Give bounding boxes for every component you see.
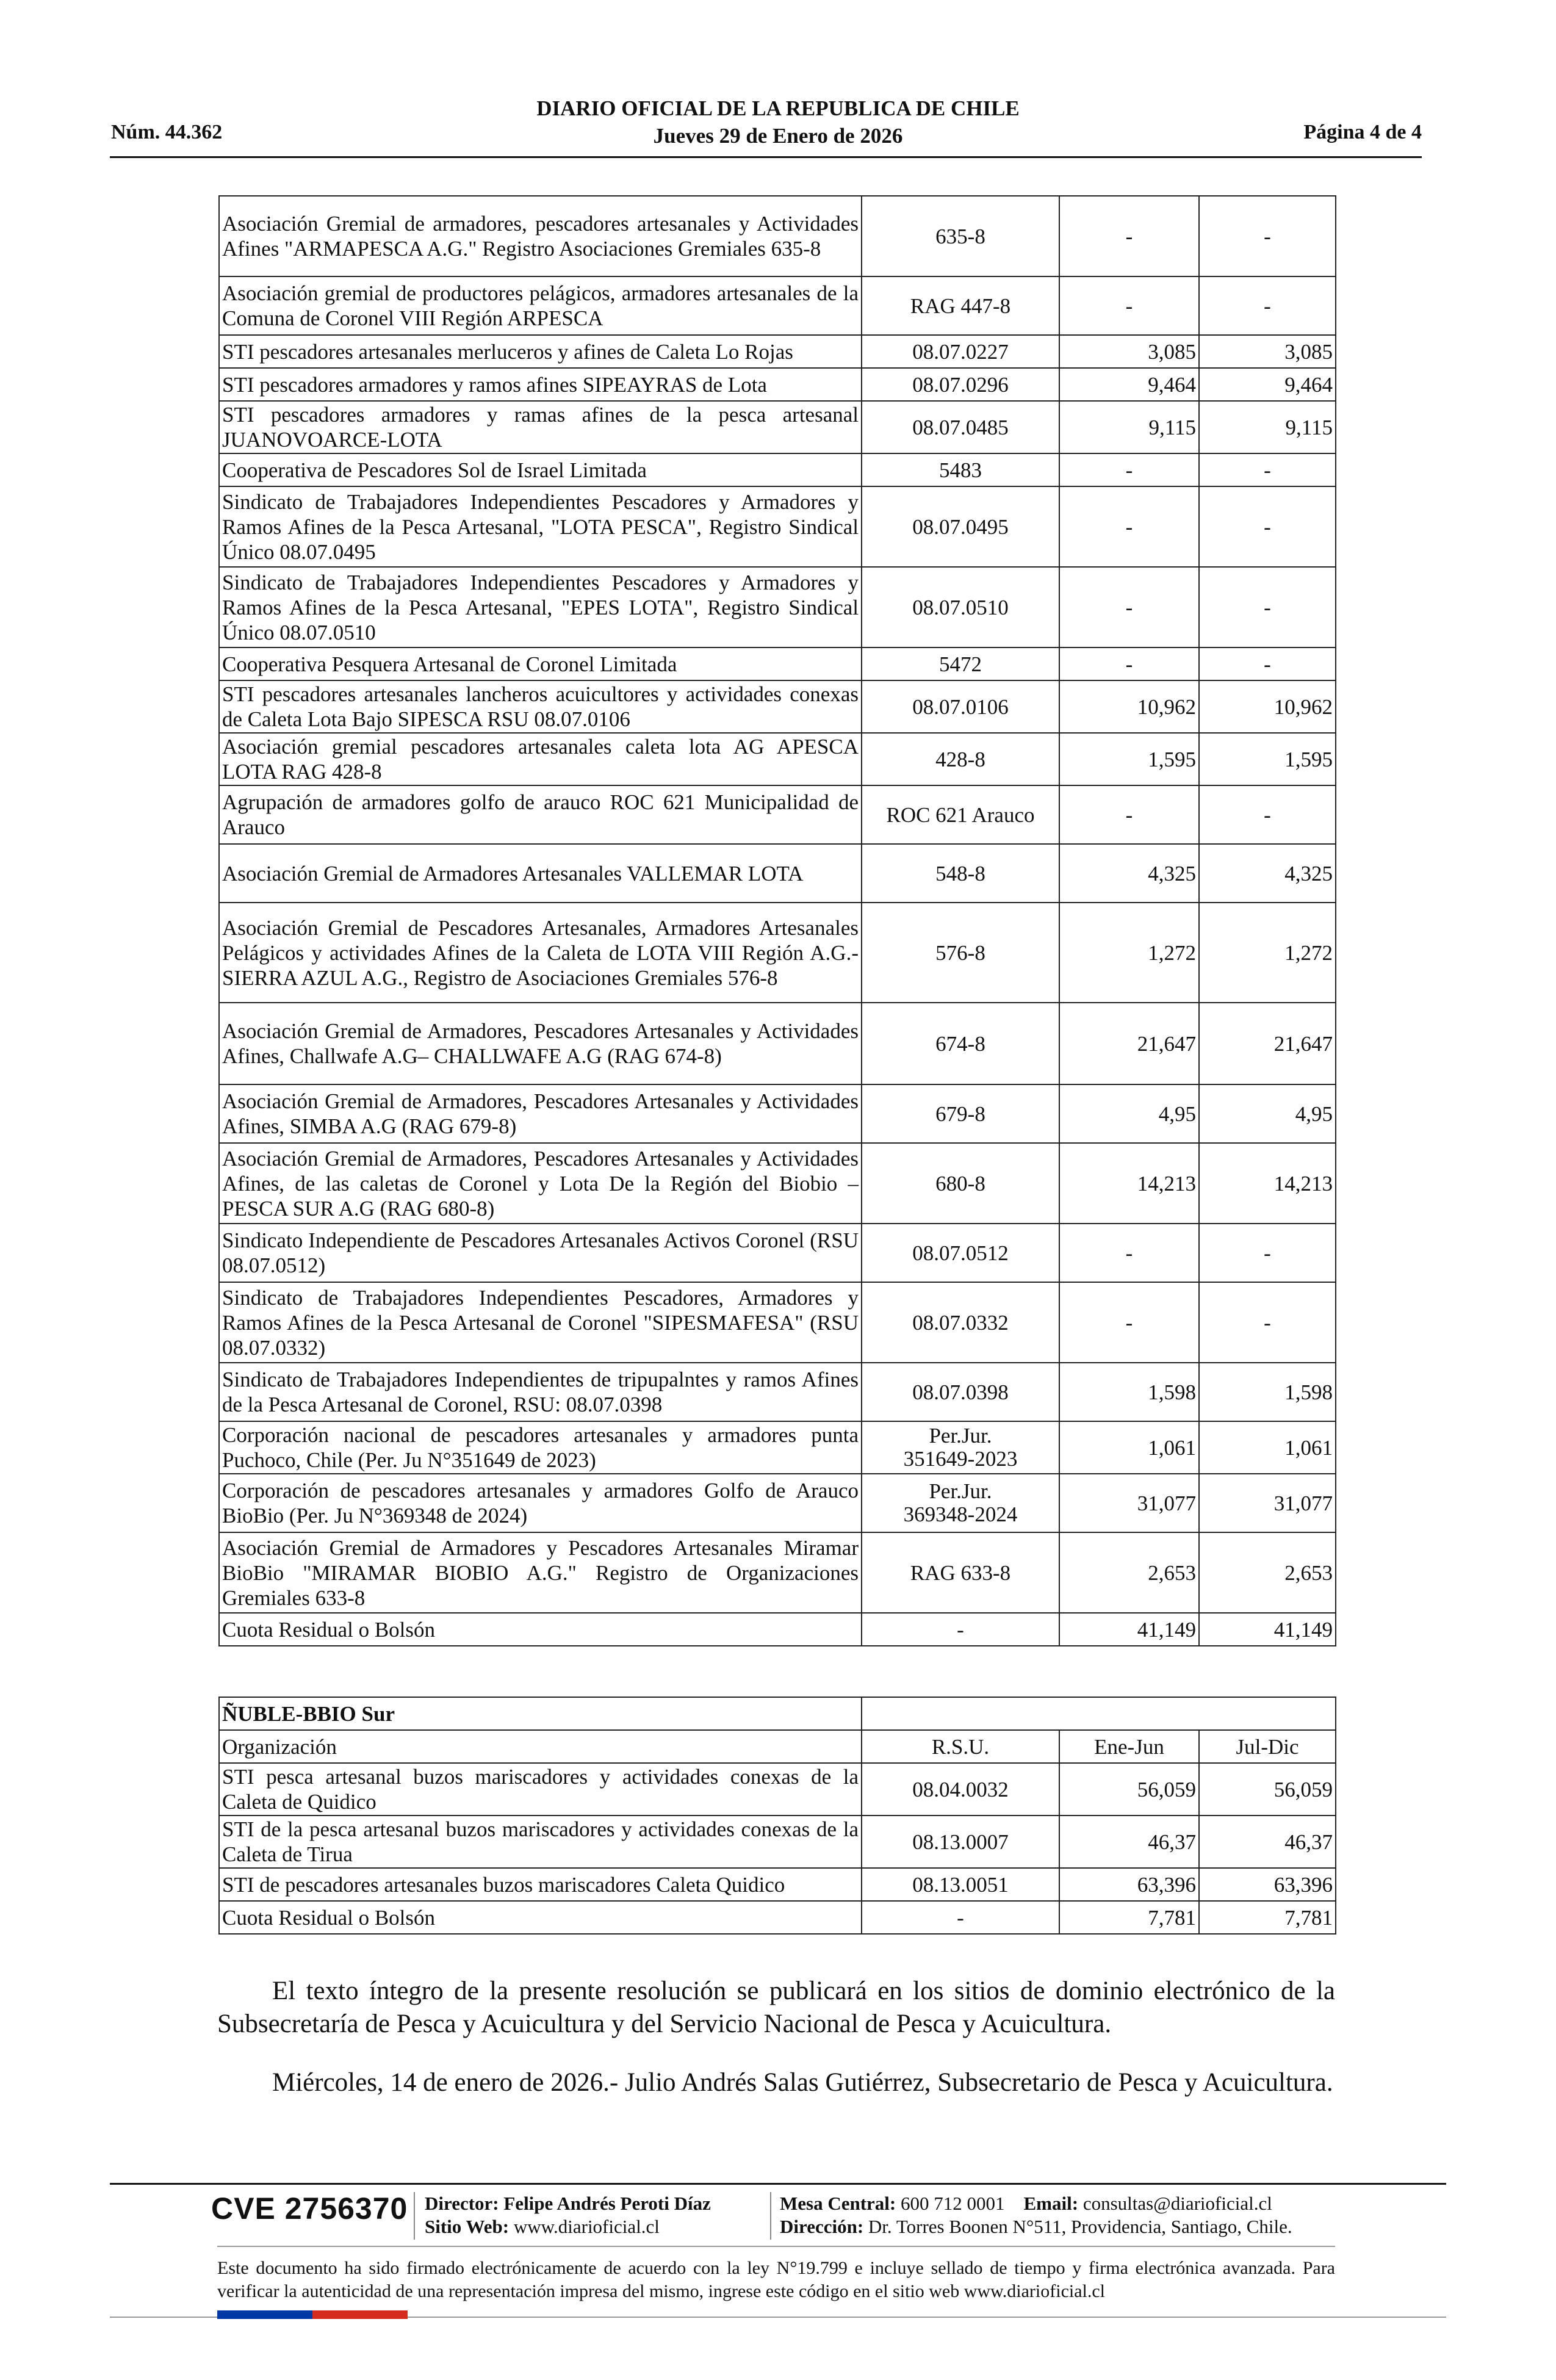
organization-cell: Sindicato Independiente de Pescadores Artesanales Activos Coronel (RSU 08.07.0512) (219, 1224, 862, 1282)
ene-jun-cell: 7,781 (1059, 1901, 1199, 1934)
jul-dic-cell: - (1199, 276, 1336, 335)
quota-table-biobio (218, 195, 1336, 1646)
section-title-row (219, 1697, 1336, 1730)
ene-jun-cell: 41,149 (1059, 1613, 1199, 1646)
ene-jun-cell: 4,325 (1059, 844, 1199, 903)
jul-dic-cell: 9,115 (1199, 401, 1336, 453)
website-link[interactable]: www.diarioficial.cl (513, 2216, 660, 2237)
ene-jun-cell: 1,061 (1059, 1421, 1199, 1474)
publication-date: Jueves 29 de Enero de 2026 (653, 124, 903, 148)
flag-stripe-blue (217, 2310, 312, 2319)
rsu-cell: 08.07.0398 (862, 1363, 1059, 1421)
table-row (219, 335, 1336, 368)
table-row (219, 453, 1336, 486)
rsu-line: 369348-2024 (903, 1502, 1018, 1526)
quota-table-body (219, 1763, 1336, 1934)
footer-director-block (425, 2192, 711, 2238)
quota-table-nuble-biobio-sur (218, 1697, 1336, 1935)
ene-jun-cell: 21,647 (1059, 1003, 1199, 1084)
ene-jun-cell: 3,085 (1059, 335, 1199, 368)
footer-separator (414, 2192, 415, 2240)
table-row (219, 1613, 1336, 1646)
organization-cell: Corporación de pescadores artesanales y armadores Golfo de Arauco BioBio (Per. Ju N°369348 de 2024) (219, 1474, 862, 1532)
jul-dic-cell: 1,272 (1199, 903, 1336, 1003)
jul-dic-cell: 31,077 (1199, 1474, 1336, 1532)
jul-dic-cell: 9,464 (1199, 368, 1336, 401)
rsu-cell: 548-8 (862, 844, 1059, 903)
table-row (219, 733, 1336, 785)
jul-dic-cell: - (1199, 196, 1336, 276)
ene-jun-cell: 2,653 (1059, 1532, 1199, 1613)
jul-dic-cell: - (1199, 567, 1336, 647)
rsu-cell: - (862, 1901, 1059, 1934)
header-organizacion: Organización (219, 1730, 862, 1763)
table-row (219, 276, 1336, 335)
footer-separator (770, 2192, 771, 2240)
organization-cell: Sindicato de Trabajadores Independientes Pescadores y Armadores y Ramos Afines de la Pesca Artesanal, "EPES LOTA", Registro Sindical Único 08.07.0510 (219, 567, 862, 647)
jul-dic-cell: - (1199, 785, 1336, 844)
organization-cell: Sindicato de Trabajadores Independientes Pescadores y Armadores y Ramos Afines de la Pesca Artesanal, "LOTA PESCA", Registro Sindical Único 08.07.0495 (219, 486, 862, 567)
ene-jun-cell: - (1059, 567, 1199, 647)
footer-contact-block (780, 2192, 1292, 2238)
rsu-cell: 08.04.0032 (862, 1763, 1059, 1816)
table-row (219, 401, 1336, 453)
rsu-cell: 08.07.0512 (862, 1224, 1059, 1282)
jul-dic-cell: 2,653 (1199, 1532, 1336, 1613)
table-row (219, 647, 1336, 680)
ene-jun-cell: 4,95 (1059, 1084, 1199, 1143)
jul-dic-cell: - (1199, 1224, 1336, 1282)
ene-jun-cell: - (1059, 1224, 1199, 1282)
organization-cell: STI pescadores artesanales merluceros y afines de Caleta Lo Rojas (219, 335, 862, 368)
jul-dic-cell: 1,598 (1199, 1363, 1336, 1421)
ene-jun-cell: 9,115 (1059, 401, 1199, 453)
rsu-cell: 576-8 (862, 903, 1059, 1003)
rsu-line: Per.Jur. (929, 1479, 992, 1503)
jul-dic-cell: 10,962 (1199, 680, 1336, 733)
ene-jun-cell: 9,464 (1059, 368, 1199, 401)
rsu-cell: RAG 447-8 (862, 276, 1059, 335)
rsu-line: Per.Jur. (929, 1424, 992, 1448)
ene-jun-cell: - (1059, 1282, 1199, 1363)
rsu-cell: 5472 (862, 647, 1059, 680)
organization-cell: Cuota Residual o Bolsón (219, 1613, 862, 1646)
organization-cell: Cooperativa de Pescadores Sol de Israel Limitada (219, 453, 862, 486)
rsu-cell: 08.07.0332 (862, 1282, 1059, 1363)
organization-cell: Asociación Gremial de Armadores y Pescadores Artesanales Miramar BioBio "MIRAMAR BIOBIO A.G." Registro de Organizaciones Gremiales 633-8 (219, 1532, 862, 1613)
rsu-cell: 680-8 (862, 1143, 1059, 1224)
rsu-cell (862, 1474, 1059, 1532)
table-row (219, 1084, 1336, 1143)
organization-cell: STI de la pesca artesanal buzos mariscadores y actividades conexas de la Caleta de Tirua (219, 1816, 862, 1868)
ene-jun-cell: 14,213 (1059, 1143, 1199, 1224)
table-row (219, 1363, 1336, 1421)
table-row (219, 903, 1336, 1003)
mesa-phone: 600 712 0001 (901, 2193, 1005, 2214)
ene-jun-cell: 46,37 (1059, 1816, 1199, 1868)
rsu-cell: 08.07.0485 (862, 401, 1059, 453)
address-label: Dirección: (780, 2216, 864, 2237)
table-row (219, 368, 1336, 401)
ene-jun-cell: - (1059, 276, 1199, 335)
ene-jun-cell: - (1059, 647, 1199, 680)
jul-dic-cell: 21,647 (1199, 1003, 1336, 1084)
signature-line: Miércoles, 14 de enero de 2026.- Julio Andrés Salas Gutiérrez, Subsecretario de Pesca y Acuicultura. (272, 2068, 1333, 2097)
jul-dic-cell: 1,595 (1199, 733, 1336, 785)
footer-divider (110, 2183, 1446, 2185)
table-row (219, 1763, 1336, 1816)
rsu-cell: RAG 633-8 (862, 1532, 1059, 1613)
rsu-cell: 08.07.0106 (862, 680, 1059, 733)
rsu-cell: ROC 621 Arauco (862, 785, 1059, 844)
organization-cell: STI pescadores artesanales lancheros acuicultores y actividades conexas de Caleta Lota Bajo SIPESCA RSU 08.07.0106 (219, 680, 862, 733)
table-row (219, 1868, 1336, 1901)
ene-jun-cell: 10,962 (1059, 680, 1199, 733)
jul-dic-cell: - (1199, 486, 1336, 567)
organization-cell: Cooperativa Pesquera Artesanal de Coronel Limitada (219, 647, 862, 680)
table-row (219, 1901, 1336, 1934)
ene-jun-cell: 1,272 (1059, 903, 1199, 1003)
jul-dic-cell: 41,149 (1199, 1613, 1336, 1646)
header-rsu: R.S.U. (862, 1730, 1059, 1763)
header-jul-dic: Jul-Dic (1199, 1730, 1336, 1763)
jul-dic-cell: 14,213 (1199, 1143, 1336, 1224)
director-name: Felipe Andrés Peroti Díaz (503, 2193, 711, 2214)
ene-jun-cell: 1,595 (1059, 733, 1199, 785)
ene-jun-cell: 31,077 (1059, 1474, 1199, 1532)
organization-cell: Asociación Gremial de Pescadores Artesanales, Armadores Artesanales Pelágicos y actividades Afines de la Caleta de LOTA VIII Región A.G.-SIERRA AZUL A.G., Registro de Asociaciones Gremiales 576-8 (219, 903, 862, 1003)
table-row (219, 785, 1336, 844)
table-row (219, 1421, 1336, 1474)
table-row (219, 486, 1336, 567)
rsu-cell: 08.07.0227 (862, 335, 1059, 368)
organization-cell: Asociación Gremial de Armadores, Pescadores Artesanales y Actividades Afines, de las caletas de Coronel y Lota De la Región del Biobio – PESCA SUR A.G (RAG 680-8) (219, 1143, 862, 1224)
ene-jun-cell: 1,598 (1059, 1363, 1199, 1421)
organization-cell: Asociación Gremial de armadores, pescadores artesanales y Actividades Afines "ARMAPESCA A.G." Registro Asociaciones Gremiales 635-8 (219, 196, 862, 276)
table-row (219, 1003, 1336, 1084)
legal-notice: Este documento ha sido firmado electrónicamente de acuerdo con la ley N°19.799 e incluye sellado de tiempo y firma electrónica avanzada. Para verificar la autenticidad de una representación impresa del mismo, ingrese este código en el sitio web www.diarioficial.cl (217, 2258, 1335, 2301)
quota-table-body (219, 196, 1336, 1646)
section-title-empty-cell (862, 1697, 1336, 1730)
rsu-line: 351649-2023 (903, 1447, 1018, 1471)
table-row (219, 1224, 1336, 1282)
table-row (219, 1532, 1336, 1613)
organization-cell: Cuota Residual o Bolsón (219, 1901, 862, 1934)
website-label: Sitio Web: (425, 2216, 510, 2237)
rsu-cell: 08.07.0510 (862, 567, 1059, 647)
jul-dic-cell: 56,059 (1199, 1763, 1336, 1816)
rsu-cell: 679-8 (862, 1084, 1059, 1143)
rsu-cell: 08.13.0007 (862, 1816, 1059, 1868)
rsu-cell: 08.07.0296 (862, 368, 1059, 401)
publication-notice: El texto íntegro de la presente resolución se publicará en los sitios de dominio electrónico de la Subsecretaría de Pesca y Acuicultura y del Servicio Nacional de Pesca y Acuicultura. (217, 1977, 1335, 2038)
ene-jun-cell: 63,396 (1059, 1868, 1199, 1901)
footer-thin-divider (217, 2246, 1335, 2247)
rsu-cell: 635-8 (862, 196, 1059, 276)
table-row (219, 196, 1336, 276)
header-ene-jun: Ene-Jun (1059, 1730, 1199, 1763)
ene-jun-cell: - (1059, 785, 1199, 844)
ene-jun-cell: - (1059, 486, 1199, 567)
organization-cell: Asociación Gremial de Armadores Artesanales VALLEMAR LOTA (219, 844, 862, 903)
ene-jun-cell: - (1059, 453, 1199, 486)
jul-dic-cell: 4,95 (1199, 1084, 1336, 1143)
rsu-cell: 08.07.0495 (862, 486, 1059, 567)
rsu-cell: 5483 (862, 453, 1059, 486)
email-link[interactable]: consultas@diarioficial.cl (1082, 2193, 1272, 2214)
jul-dic-cell: - (1199, 647, 1336, 680)
organization-cell: Asociación Gremial de Armadores, Pescadores Artesanales y Actividades Afines, Challwafe A.G– CHALLWAFE A.G (RAG 674-8) (219, 1003, 862, 1084)
organization-cell: Asociación gremial pescadores artesanales caleta lota AG APESCA LOTA RAG 428-8 (219, 733, 862, 785)
table-row (219, 680, 1336, 733)
jul-dic-cell: - (1199, 453, 1336, 486)
organization-cell: Corporación nacional de pescadores artesanales y armadores punta Puchoco, Chile (Per. Ju N°351649 de 2023) (219, 1421, 862, 1474)
organization-cell: Asociación gremial de productores pelágicos, armadores artesanales de la Comuna de Coronel VIII Región ARPESCA (219, 276, 862, 335)
rsu-cell: 428-8 (862, 733, 1059, 785)
ene-jun-cell: - (1059, 196, 1199, 276)
organization-cell: Asociación Gremial de Armadores, Pescadores Artesanales y Actividades Afines, SIMBA A.G (RAG 679-8) (219, 1084, 862, 1143)
cve-code: CVE 2756370 (211, 2191, 408, 2226)
organization-cell: Sindicato de Trabajadores Independientes Pescadores, Armadores y Ramos Afines de la Pesca Artesanal de Coronel "SIPESMAFESA" (RSU 08.07.0332) (219, 1282, 862, 1363)
jul-dic-cell: 7,781 (1199, 1901, 1336, 1934)
rsu-cell: 674-8 (862, 1003, 1059, 1084)
organization-cell: STI de pescadores artesanales buzos mariscadores Caleta Quidico (219, 1868, 862, 1901)
rsu-cell (862, 1421, 1059, 1474)
organization-cell: STI pescadores armadores y ramos afines SIPEAYRAS de Lota (219, 368, 862, 401)
rsu-cell: 08.13.0051 (862, 1868, 1059, 1901)
rsu-cell: - (862, 1613, 1059, 1646)
jul-dic-cell: - (1199, 1282, 1336, 1363)
table-header-row (219, 1730, 1336, 1763)
organization-cell: STI pescadores armadores y ramas afines de la pesca artesanal JUANOVOARCE-LOTA (219, 401, 862, 453)
header-divider (110, 156, 1422, 158)
section-title: ÑUBLE-BBIO Sur (219, 1697, 862, 1730)
mesa-label: Mesa Central: (780, 2193, 896, 2214)
publication-title: DIARIO OFICIAL DE LA REPUBLICA DE CHILE (536, 96, 1020, 120)
table-row (219, 1282, 1336, 1363)
jul-dic-cell: 63,396 (1199, 1868, 1336, 1901)
table-row (219, 1474, 1336, 1532)
organization-cell: STI pesca artesanal buzos mariscadores y actividades conexas de la Caleta de Quidico (219, 1763, 862, 1816)
director-label: Director: (425, 2193, 499, 2214)
email-label: Email: (1023, 2193, 1079, 2214)
organization-cell: Agrupación de armadores golfo de arauco ROC 621 Municipalidad de Arauco (219, 785, 862, 844)
jul-dic-cell: 46,37 (1199, 1816, 1336, 1868)
address: Dr. Torres Boonen N°511, Providencia, Santiago, Chile. (868, 2216, 1292, 2237)
table-row (219, 567, 1336, 647)
table-row (219, 1143, 1336, 1224)
page-number: Página 4 de 4 (1303, 121, 1422, 143)
jul-dic-cell: 3,085 (1199, 335, 1336, 368)
ene-jun-cell: 56,059 (1059, 1763, 1199, 1816)
table-row (219, 1816, 1336, 1868)
issue-number: Núm. 44.362 (111, 121, 223, 143)
flag-stripe-red (312, 2310, 408, 2319)
jul-dic-cell: 1,061 (1199, 1421, 1336, 1474)
jul-dic-cell: 4,325 (1199, 844, 1336, 903)
table-row (219, 844, 1336, 903)
organization-cell: Sindicato de Trabajadores Independientes de tripupalntes y ramos Afines de la Pesca Artesanal de Coronel, RSU: 08.07.0398 (219, 1363, 862, 1421)
